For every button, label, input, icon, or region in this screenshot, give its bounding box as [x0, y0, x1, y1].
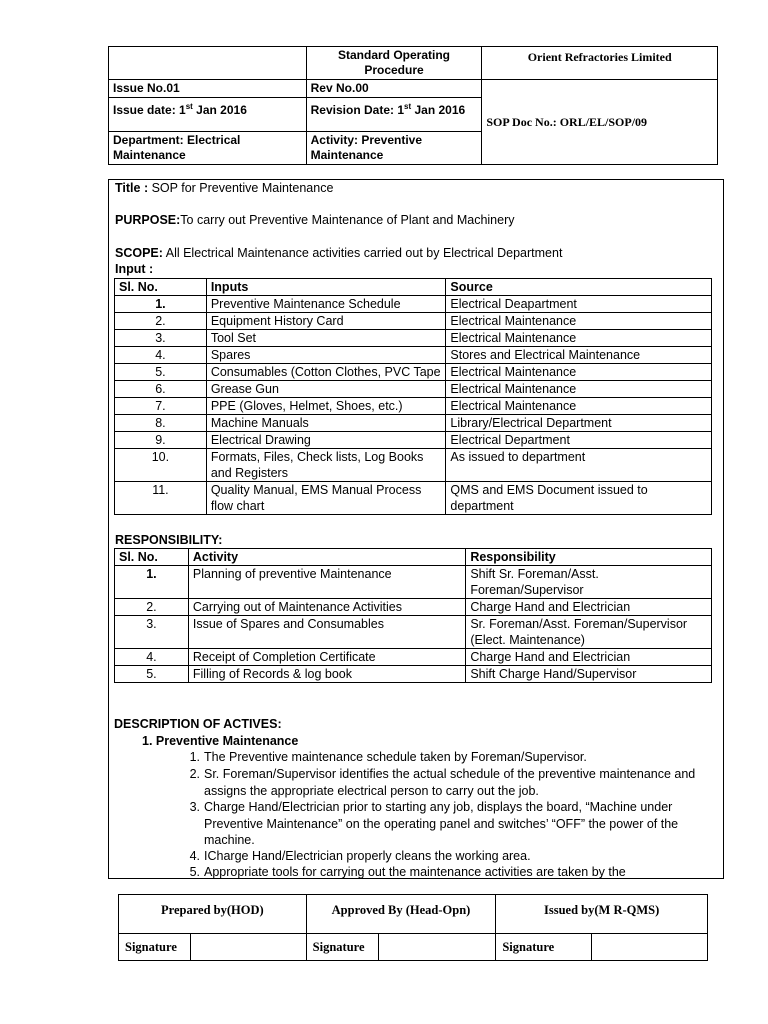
resp-table-row [115, 666, 712, 683]
inputs-table-row [115, 398, 712, 415]
resp-table-cell: 3. [115, 616, 189, 649]
sop-doc-no: SOP Doc No.: ORL/EL/SOP/09 [482, 80, 718, 165]
resp-table-cell: Shift Sr. Foreman/Asst. Foreman/Supervisor [466, 566, 712, 599]
inputs-table-cell: Library/Electrical Department [446, 415, 712, 432]
issued-signature-label: Signature [496, 934, 592, 961]
inputs-table-cell: 6. [115, 381, 207, 398]
resp-header-row [115, 549, 712, 566]
resp-table-row [115, 616, 712, 649]
inputs-table-cell: Spares [206, 347, 446, 364]
description-heading: DESCRIPTION OF ACTIVES: [114, 717, 282, 731]
inputs-table-cell: Electrical Maintenance [446, 398, 712, 415]
inputs-table-cell: 8. [115, 415, 207, 432]
input-label: Input : [115, 262, 154, 276]
resp-table-cell: 1. [115, 566, 189, 599]
inputs-table-cell: Electrical Drawing [206, 432, 446, 449]
inputs-col-inputs: Inputs [206, 279, 446, 296]
step-number: 5. [189, 865, 200, 879]
resp-table-cell: 2. [115, 599, 189, 616]
scope-line [115, 246, 562, 260]
inputs-table-cell: Quality Manual, EMS Manual Process flow chart [206, 482, 446, 515]
step-text: Appropriate tools for carrying out the maintenance activities are taken by the [204, 865, 626, 879]
scope-label: SCOPE: [115, 246, 163, 260]
step-number: 4. [189, 849, 200, 863]
inputs-table-cell: Electrical Department [446, 432, 712, 449]
resp-col-activity: Activity [188, 549, 465, 566]
scope-text: All Electrical Maintenance activities carried out by Electrical Department [165, 246, 563, 260]
responsibility-table [114, 548, 712, 683]
purpose-line [115, 213, 515, 227]
inputs-table-cell: 2. [115, 313, 207, 330]
description-step [182, 766, 702, 799]
inputs-table-cell: Electrical Deapartment [446, 296, 712, 313]
inputs-col-source: Source [446, 279, 712, 296]
resp-table-cell: Planning of preventive Maintenance [188, 566, 465, 599]
inputs-table-row [115, 432, 712, 449]
inputs-table-cell: Preventive Maintenance Schedule [206, 296, 446, 313]
inputs-table-cell: PPE (Gloves, Helmet, Shoes, etc.) [206, 398, 446, 415]
revision-date: Revision Date: 1st Jan 2016 [306, 98, 482, 132]
resp-table-cell: Filling of Records & log book [188, 666, 465, 683]
inputs-table-cell: Formats, Files, Check lists, Log Books and Registers [206, 449, 446, 482]
description-step [182, 749, 702, 766]
activity: Activity: Preventive Maintenance [306, 132, 482, 165]
header-table [108, 46, 718, 165]
inputs-table-cell: 3. [115, 330, 207, 347]
resp-table-row [115, 566, 712, 599]
step-number: 2. [189, 767, 200, 781]
resp-table-cell: Shift Charge Hand/Supervisor [466, 666, 712, 683]
inputs-table-cell: Machine Manuals [206, 415, 446, 432]
inputs-table-cell: QMS and EMS Document issued to department [446, 482, 712, 515]
department: Department: Electrical Maintenance [109, 132, 307, 165]
resp-table-cell: Sr. Foreman/Asst. Foreman/Supervisor (Elect. Maintenance) [466, 616, 712, 649]
org-name: Orient Refractories Limited [482, 47, 718, 80]
responsibility-label: RESPONSIBILITY: [115, 533, 223, 547]
approved-signature-label: Signature [306, 934, 378, 961]
title-line [115, 181, 333, 195]
inputs-table-cell: Equipment History Card [206, 313, 446, 330]
inputs-table-cell: 9. [115, 432, 207, 449]
inputs-table-cell: Electrical Maintenance [446, 364, 712, 381]
inputs-table-row [115, 313, 712, 330]
inputs-table-row [115, 449, 712, 482]
inputs-table-cell: 1. [115, 296, 207, 313]
resp-table-cell: Carrying out of Maintenance Activities [188, 599, 465, 616]
inputs-table-cell: Electrical Maintenance [446, 381, 712, 398]
description-step [182, 848, 702, 865]
step-text: The Preventive maintenance schedule taken by Foreman/Supervisor. [204, 750, 587, 764]
purpose-label: PURPOSE: [115, 213, 181, 227]
prepared-by-label: Prepared by(HOD) [119, 895, 307, 934]
approved-signature-field[interactable] [378, 934, 496, 961]
inputs-col-slno: Sl. No. [115, 279, 207, 296]
step-number: 1. [189, 750, 200, 764]
inputs-table-cell: 4. [115, 347, 207, 364]
resp-table-cell: Issue of Spares and Consumables [188, 616, 465, 649]
inputs-table-cell: Electrical Maintenance [446, 313, 712, 330]
description-step [182, 799, 702, 849]
inputs-table-cell: 5. [115, 364, 207, 381]
inputs-table-row [115, 330, 712, 347]
issued-signature-field[interactable] [592, 934, 708, 961]
inputs-table-row [115, 415, 712, 432]
inputs-table-cell: Electrical Maintenance [446, 330, 712, 347]
sop-title: Standard Operating Procedure [306, 47, 482, 80]
step-number: 3. [189, 800, 200, 814]
description-section-title: 1. Preventive Maintenance [142, 734, 299, 748]
title-label: Title : [115, 181, 149, 195]
resp-table-row [115, 599, 712, 616]
inputs-table-row [115, 364, 712, 381]
inputs-table-row [115, 347, 712, 364]
inputs-header-row [115, 279, 712, 296]
purpose-text: To carry out Preventive Maintenance of Plant and Machinery [180, 213, 515, 227]
inputs-table-cell: 7. [115, 398, 207, 415]
step-text: ICharge Hand/Electrician properly cleans the working area. [204, 849, 531, 863]
inputs-table-cell: Stores and Electrical Maintenance [446, 347, 712, 364]
resp-table-cell: Charge Hand and Electrician [466, 599, 712, 616]
inputs-table-cell: As issued to department [446, 449, 712, 482]
signature-table [118, 894, 708, 961]
inputs-table-row [115, 296, 712, 313]
resp-col-slno: Sl. No. [115, 549, 189, 566]
description-step [182, 864, 702, 881]
approved-by-label: Approved By (Head-Opn) [306, 895, 496, 934]
prepared-signature-field[interactable] [190, 934, 306, 961]
inputs-table-cell: Grease Gun [206, 381, 446, 398]
header-blank-cell [109, 47, 307, 80]
inputs-table-cell: 10. [115, 449, 207, 482]
resp-table-cell: 4. [115, 649, 189, 666]
inputs-table-cell: Consumables (Cotton Clothes, PVC Tape [206, 364, 446, 381]
inputs-table-row [115, 482, 712, 515]
issue-no: Issue No.01 [109, 80, 307, 98]
issue-date: Issue date: 1st Jan 2016 [109, 98, 307, 132]
inputs-table-cell: 11. [115, 482, 207, 515]
rev-no: Rev No.00 [306, 80, 482, 98]
resp-table-row [115, 649, 712, 666]
issued-by-label: Issued by(M R-QMS) [496, 895, 708, 934]
step-text: Charge Hand/Electrician prior to starting any job, displays the board, “Machine under Preventive Maintenance” on the operating panel and switches’ “OFF” the power of the machine. [204, 800, 679, 847]
prepared-signature-label: Signature [119, 934, 191, 961]
inputs-table-row [115, 381, 712, 398]
resp-col-responsibility: Responsibility [466, 549, 712, 566]
resp-table-cell: Charge Hand and Electrician [466, 649, 712, 666]
step-text: Sr. Foreman/Supervisor identifies the actual schedule of the preventive maintenance and assigns the appropriate electrical person to carry out the job. [204, 767, 696, 798]
inputs-table-cell: Tool Set [206, 330, 446, 347]
resp-table-cell: 5. [115, 666, 189, 683]
title-text: SOP for Preventive Maintenance [151, 181, 334, 195]
resp-table-cell: Receipt of Completion Certificate [188, 649, 465, 666]
inputs-table [114, 278, 712, 515]
